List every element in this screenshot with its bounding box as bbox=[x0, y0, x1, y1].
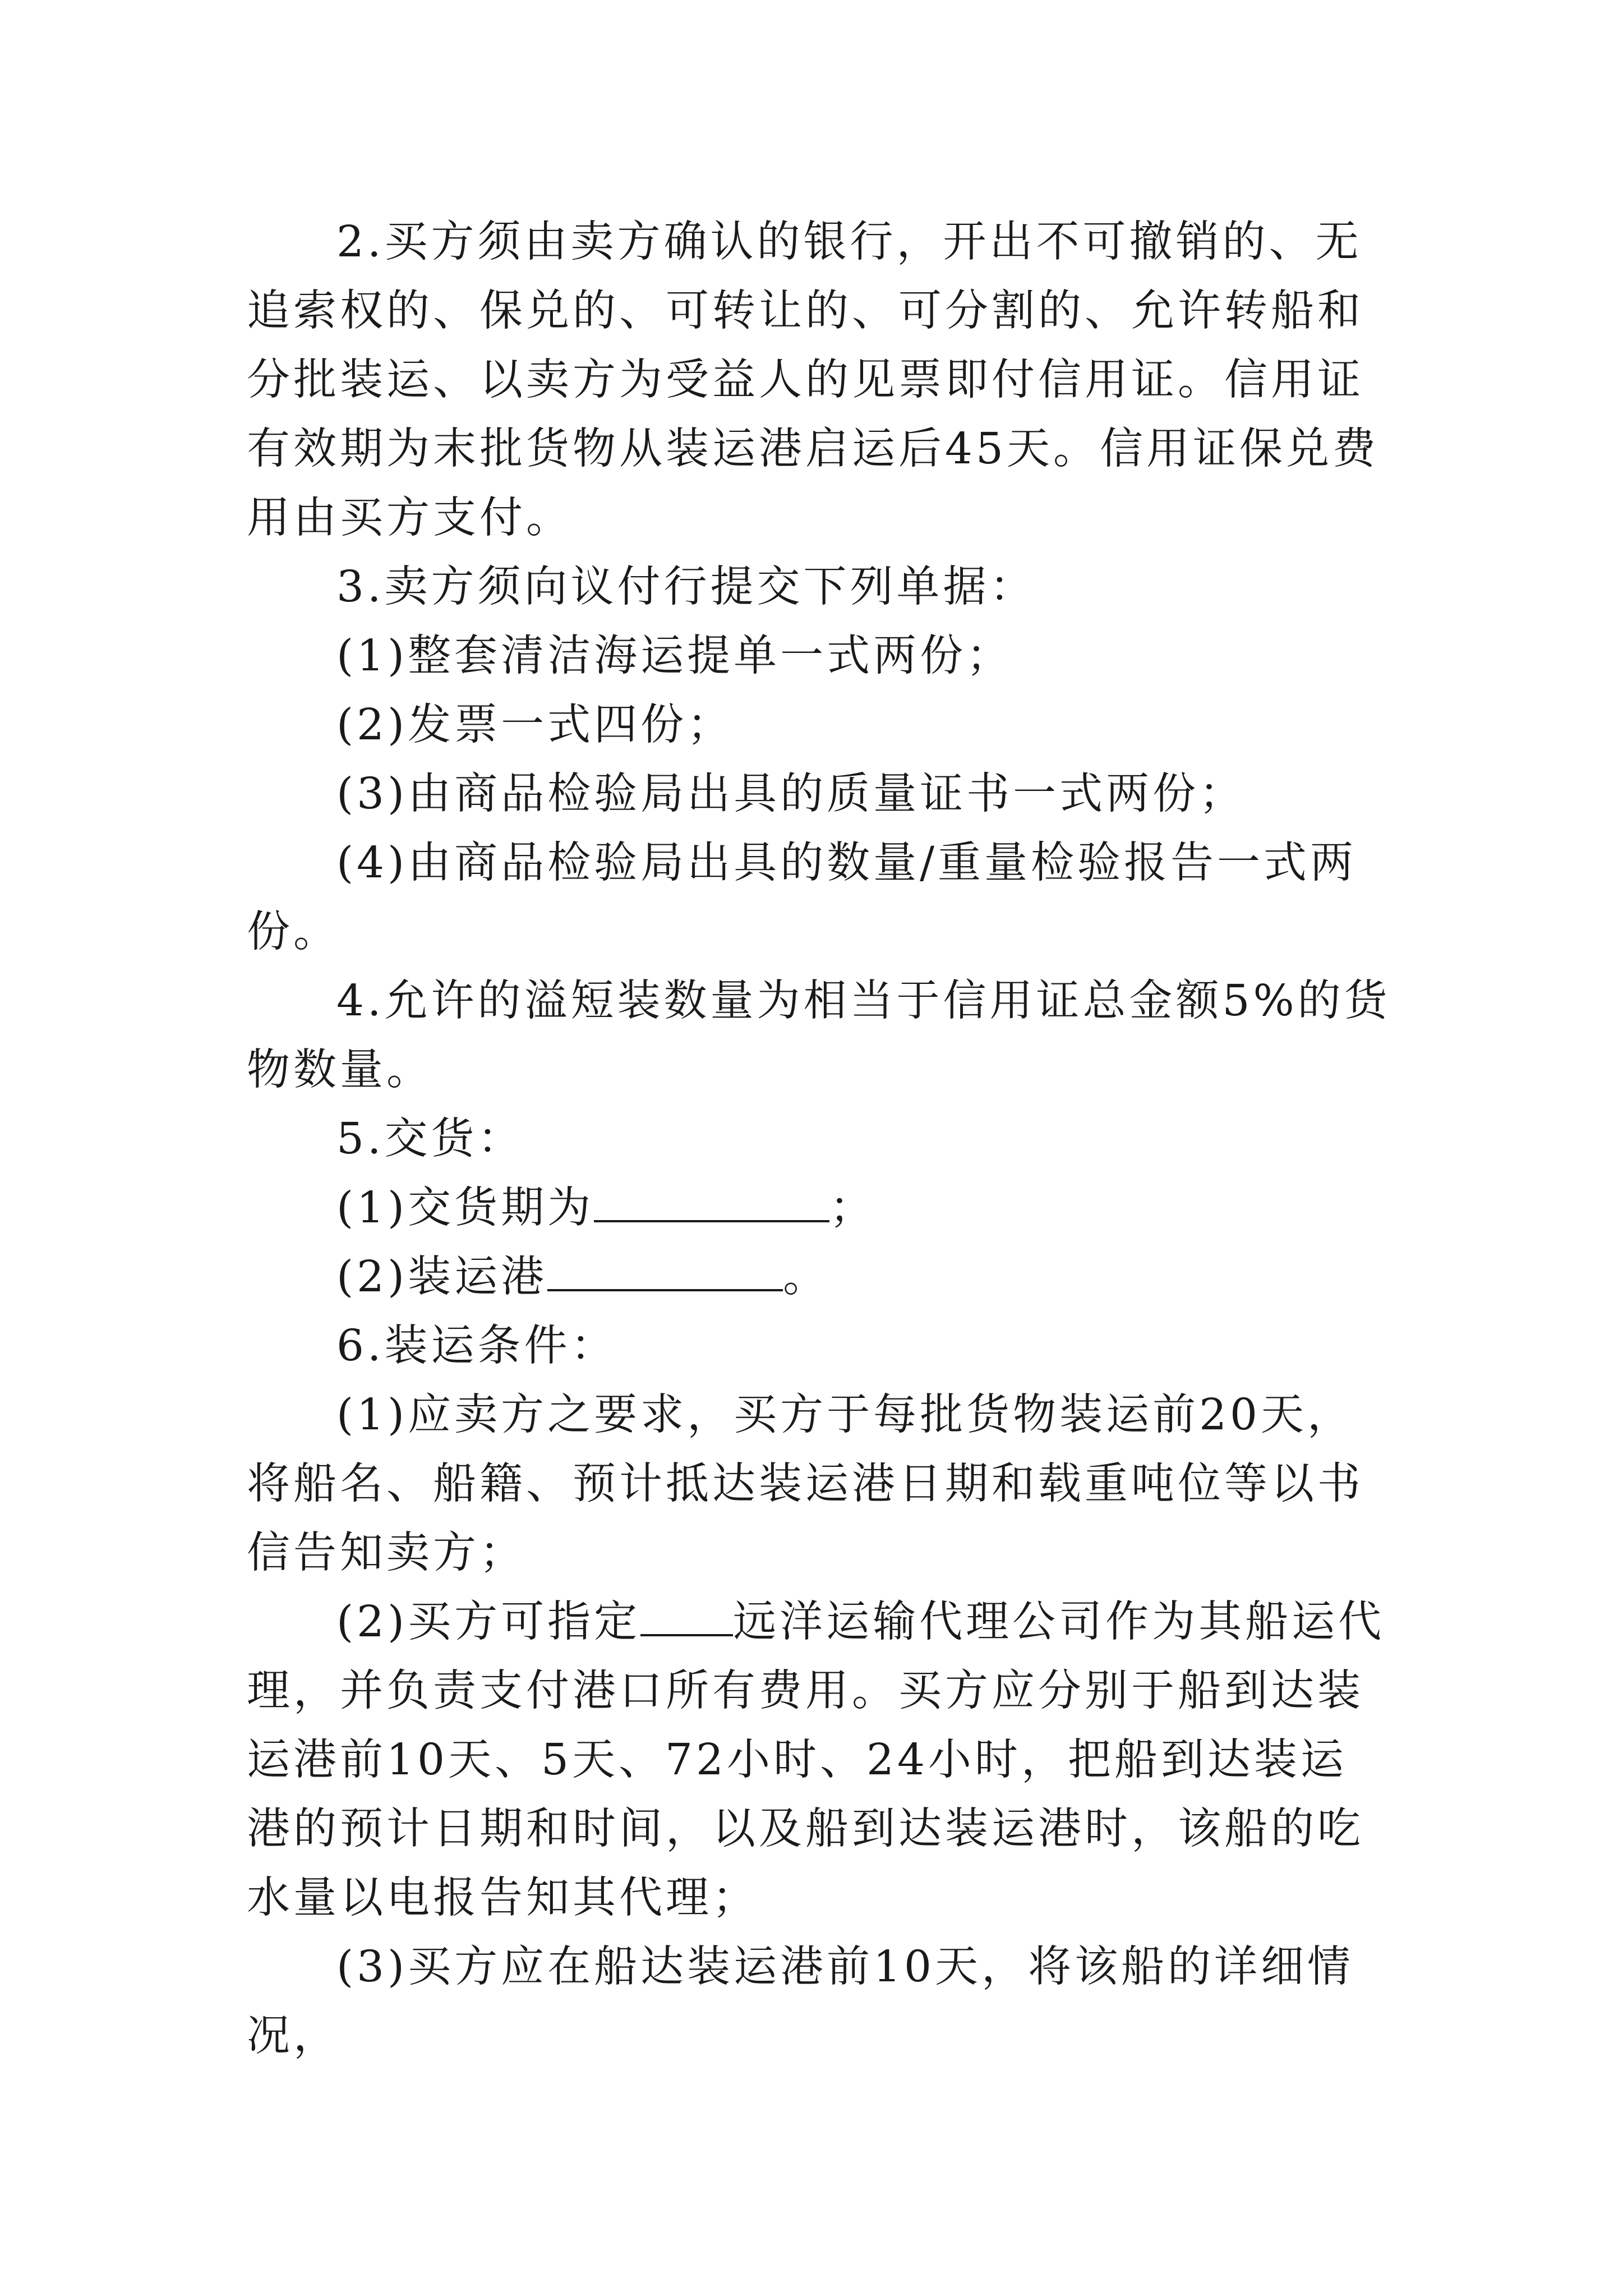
clause-3-item-4: (4)由商品检验局出具的数量/重量检验报告一式两份。 bbox=[247, 838, 1357, 957]
document-body bbox=[247, 208, 1391, 2070]
clause-3-item-3: (3)由商品检验局出具的质量证书一式两份； bbox=[336, 769, 1246, 819]
delivery-period-end: ； bbox=[829, 1183, 877, 1233]
clause-6-item-3: (3)买方应在船达装运港前10天，将该船的详细情况， bbox=[247, 1942, 1354, 2061]
clause-2-letter-of-credit: 2.买方须由卖方确认的银行，开出不可撤销的、无追索权的、保兑的、可转让的、可分割的、允许转船和分批装运、以卖方为受益人的见票即付信用证。信用证有效期为末批货物从装运港启运后45天。信用证保兑费用由买方支付。 bbox=[247, 217, 1379, 543]
clause-5-delivery-heading: 5.交货： bbox=[336, 1114, 524, 1164]
clause-4-tolerance: 4.允许的溢短装数量为相当于信用证总金额5%的货物数量。 bbox=[247, 976, 1391, 1095]
clause-5-item-1 bbox=[247, 1174, 1391, 1243]
shipping-agent-blank[interactable] bbox=[640, 1593, 733, 1636]
loading-port-end: 。 bbox=[783, 1252, 830, 1302]
clause-3-item-1: (1)整套清洁海运提单一式两份； bbox=[336, 631, 1013, 681]
delivery-period-label: (1)交货期为 bbox=[336, 1183, 594, 1233]
clause-3-item-2: (2)发票一式四份； bbox=[336, 700, 734, 750]
shipping-agent-label: (2)买方可指定 bbox=[336, 1597, 641, 1647]
loading-port-blank[interactable] bbox=[547, 1248, 783, 1291]
clause-6-item-1: (1)应卖方之要求，买方于每批货物装运前20天，将船名、船籍、预计抵达装运港日期和载重吨位等以书信告知卖方； bbox=[247, 1390, 1364, 1578]
loading-port-label: (2)装运港 bbox=[336, 1252, 548, 1302]
clause-6-shipment-heading: 6.装运条件： bbox=[336, 1321, 617, 1371]
clause-3-documents-heading: 3.卖方须向议付行提交下列单据： bbox=[336, 562, 1036, 612]
clause-5-item-2 bbox=[247, 1243, 1391, 1312]
shipping-agent-text: 远洋运输代理公司作为其船运代理，并负责支付港口所有费用。买方应分别于船到达装运港前10天、5天、72小时、24小时，把船到达装运港的预计日期和时间，以及船到达装运港时，该船的吃水量以电报告知其代理； bbox=[247, 1597, 1385, 1923]
delivery-period-blank[interactable] bbox=[594, 1179, 829, 1222]
clause-6-item-2 bbox=[247, 1588, 1391, 1932]
